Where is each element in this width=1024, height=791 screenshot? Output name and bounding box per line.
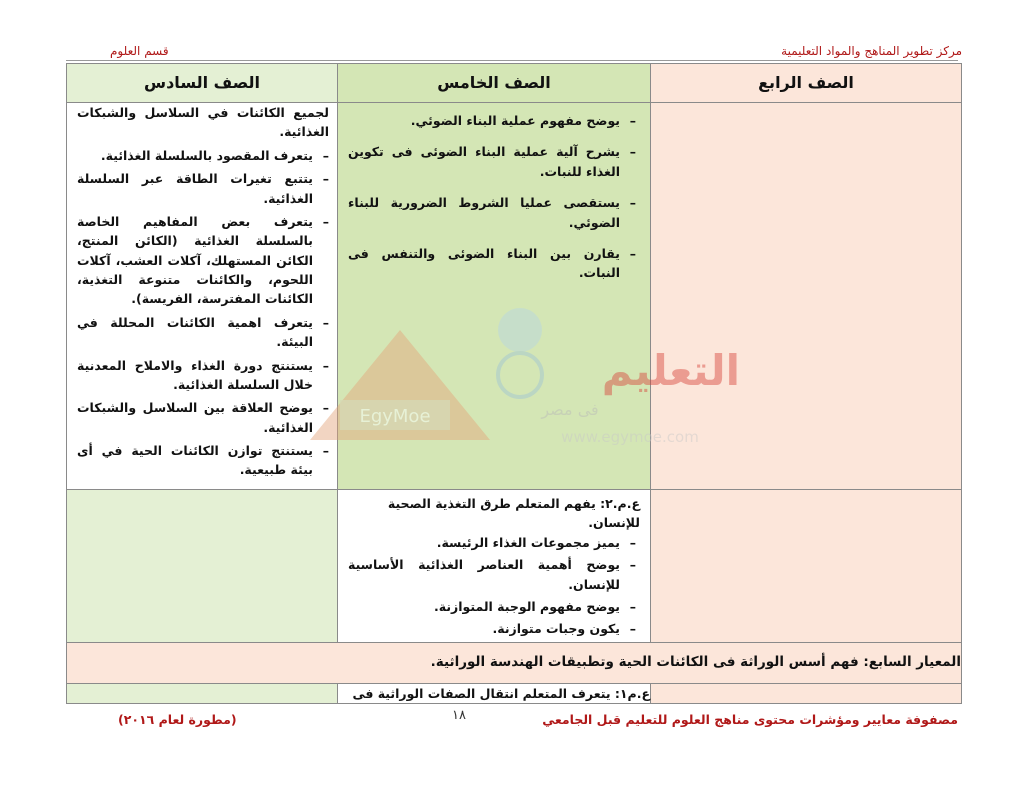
list-item: – يتتبع تغيرات الطاقة عبر السلسلة الغذائية. <box>77 169 329 208</box>
sixth-grade-cell <box>67 490 338 643</box>
watermark-url: www.egymoe.com <box>561 428 699 446</box>
fourth-grade-cell <box>651 490 962 643</box>
footer-title: مصفوفة معايير ومؤشرات محتوى مناهج العلوم للتعليم قبل الجامعي <box>542 712 958 727</box>
list-item: – يوضح مفهوم عملية البناء الضوئي. <box>348 111 636 130</box>
department-name: قسم العلوم <box>110 44 169 58</box>
column-header-fifth-grade: الصف الخامس <box>338 64 651 103</box>
watermark-logo <box>300 290 760 480</box>
watermark-latin: EgyMoe <box>359 406 431 427</box>
table-header-row <box>67 64 962 103</box>
list-item: – يتعرف بعض المفاهيم الخاصة بالسلسلة الغذائية (الكائن المنتج، الكائن المستهلك، آكلات العشب، آكلات اللحوم، والكائنات متنوعة التغذية، الكائنات المفترسة، الفريسة). <box>77 212 329 309</box>
fourth-grade-cell <box>651 683 962 703</box>
list-item: – يوضح أهمية العناصر الغذائية الأساسية للإنسان. <box>348 555 636 594</box>
sixth-grade-cell <box>67 683 338 703</box>
center-name: مركز تطوير المناهج والمواد التعليمية <box>781 44 962 58</box>
sixth-grade-cell <box>67 103 338 490</box>
list-item: – يوضح مفهوم الوجبة المتوازنة. <box>348 597 636 616</box>
header-divider <box>66 60 958 61</box>
list-item: – يتعرف اهمية الكائنات المحللة في البيئة. <box>77 313 329 352</box>
fifth-grade-list <box>338 533 650 639</box>
list-item: – يستنتج توازن الكائنات الحية في أى بيئة طبيعية. <box>77 441 329 480</box>
child-reading-icon <box>498 308 542 352</box>
page-number: ١٨ <box>452 708 466 723</box>
sixth-grade-list <box>67 103 337 480</box>
list-item: – يتعرف المقصود بالسلسلة الغذائية. <box>77 146 329 165</box>
watermark-arabic: التعليم <box>601 346 740 395</box>
fifth-grade-list <box>338 103 650 283</box>
indicator-heading: ع.م١: يتعرف المتعلم انتقال الصفات الوراثية فى <box>338 683 651 703</box>
column-header-fourth-grade: الصف الرابع <box>651 64 962 103</box>
list-item: – يشرح آلية عملية البناء الضوئى فى تكوين الغذاء للنبات. <box>348 142 636 181</box>
table-row <box>67 642 962 683</box>
watermark-sub: فى مصر <box>541 400 599 419</box>
edition-note: (مطورة لعام ٢٠١٦) <box>118 712 237 727</box>
list-item: لجميع الكائنات في السلاسل والشبكات الغذائية. <box>77 105 329 140</box>
list-item: – يميز مجموعات الغذاء الرئيسة. <box>348 533 636 552</box>
list-item: – يوضح العلاقة بين السلاسل والشبكات الغذائية. <box>77 398 329 437</box>
list-item: – يستقصى عمليا الشروط الضرورية للبناء الضوئي. <box>348 193 636 232</box>
globe-icon <box>498 353 542 397</box>
list-item: – يستنتج دورة الغذاء والاملاح المعدنية خلال السلسلة الغذائية. <box>77 356 329 395</box>
fifth-grade-cell <box>338 490 651 643</box>
standard-seven-row: المعيار السابع: فهم أسس الوراثة فى الكائنات الحية وتطبيقات الهندسة الوراثية. <box>67 642 962 683</box>
table-row <box>67 683 962 703</box>
list-item: – يقارن بين البناء الضوئى والتنفس فى النبات. <box>348 244 636 283</box>
indicator-heading: ع.م.٢: يفهم المتعلم طرق التغذية الصحية للإنسان. <box>387 496 640 531</box>
column-header-sixth-grade: الصف السادس <box>67 64 338 103</box>
list-item: – يكون وجبات متوازنة. <box>348 619 636 638</box>
table-row <box>67 490 962 643</box>
